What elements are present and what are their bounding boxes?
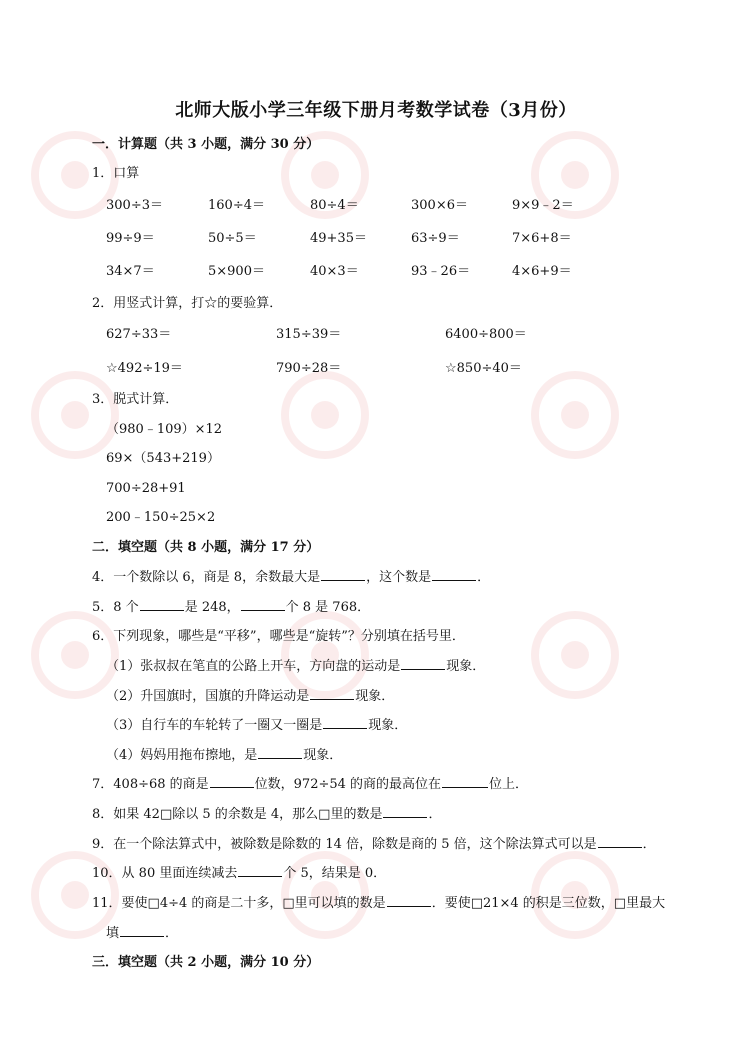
q1-item: 4×6+9＝ <box>512 264 572 279</box>
q1-item: 99÷9＝ <box>106 231 155 246</box>
question-label: 6．下列现象，哪些是“平移”，哪些是“旋转”？分别填在括号里． <box>92 629 465 644</box>
question-8: 8．如果 42□除以 5 的余数是 4，那么□里的数是 ． <box>92 807 442 822</box>
watermark-logo-icon <box>280 370 370 460</box>
question-11: 11．要使□4÷4 的商是二十多，□里可以填的数是 ．要使□21×4 的积是三位数，□里最大 <box>92 896 666 911</box>
q3-item: （980﹣109）×12 <box>106 422 223 437</box>
q1-item: 34×7＝ <box>106 264 155 279</box>
answer-blank[interactable] <box>241 598 285 611</box>
q1-item: 9×9﹣2＝ <box>512 198 574 213</box>
q2-item: 627÷33＝ <box>106 327 172 342</box>
question-11-continued: 填 ． <box>106 926 179 941</box>
answer-blank[interactable] <box>383 805 427 818</box>
q3-item: 69×（543+219） <box>106 451 220 466</box>
question-7: 7．408÷68 的商是 位数，972÷54 的商的最高位在 位上． <box>92 777 529 792</box>
q1-item: 80÷4＝ <box>310 198 359 213</box>
q2-item: 6400÷800＝ <box>445 327 527 342</box>
q6-item: （2）升国旗时，国旗的升降运动是 现象． <box>106 689 395 704</box>
q2-item: ☆492÷19＝ <box>106 361 183 376</box>
answer-blank[interactable] <box>321 568 365 581</box>
answer-blank[interactable] <box>432 568 476 581</box>
answer-blank[interactable] <box>258 746 302 759</box>
q6-item: （3）自行车的车轮转了一圈又一圈是 现象． <box>106 718 408 733</box>
question-9: 9．在一个除法算式中，被除数是除数的 14 倍，除数是商的 5 倍，这个除法算式可以是 ． <box>92 837 656 852</box>
q1-item: 93﹣26＝ <box>411 264 471 279</box>
answer-blank[interactable] <box>401 657 445 670</box>
answer-blank[interactable] <box>140 598 184 611</box>
q3-item: 200﹣150÷25×2 <box>106 510 216 525</box>
q2-item: ☆850÷40＝ <box>445 361 522 376</box>
section-heading: 三．填空题（共 2 小题，满分 10 分） <box>92 955 320 970</box>
section-heading: 一．计算题（共 3 小题，满分 30 分） <box>92 137 320 152</box>
q6-item: （4）妈妈用拖布擦地，是 现象． <box>106 748 343 763</box>
q1-item: 160÷4＝ <box>208 198 265 213</box>
answer-blank[interactable] <box>598 835 642 848</box>
watermark-logo-icon <box>530 610 620 700</box>
q1-item: 5×900＝ <box>208 264 265 279</box>
answer-blank[interactable] <box>210 775 254 788</box>
q1-item: 40×3＝ <box>310 264 359 279</box>
q1-item: 49+35＝ <box>310 231 367 246</box>
question-label: 3．脱式计算． <box>92 392 179 407</box>
watermark-logo-icon <box>30 370 120 460</box>
answer-blank[interactable] <box>238 864 282 877</box>
watermark-logo-icon <box>530 370 620 460</box>
question-10: 10．从 80 里面连续减去 个 5，结果是 0． <box>92 866 387 881</box>
q6-item: （1）张叔叔在笔直的公路上开车，方向盘的运动是 现象． <box>106 659 486 674</box>
q1-item: 63÷9＝ <box>411 231 460 246</box>
question-label: 2．用竖式计算，打☆的要验算． <box>92 296 283 311</box>
question-5: 5．8 个 是 248， 个 8 是 768． <box>92 600 371 615</box>
page-title: 北师大版小学三年级下册月考数学试卷（3月份） <box>175 100 577 121</box>
question-label: 1．口算 <box>92 166 140 181</box>
answer-blank[interactable] <box>120 924 164 937</box>
answer-blank[interactable] <box>323 716 367 729</box>
q2-item: 315÷39＝ <box>276 327 342 342</box>
q1-item: 7×6+8＝ <box>512 231 572 246</box>
answer-blank[interactable] <box>387 894 431 907</box>
q1-item: 300×6＝ <box>411 198 468 213</box>
q2-item: 790÷28＝ <box>276 361 342 376</box>
answer-blank[interactable] <box>442 775 488 788</box>
q1-item: 300÷3＝ <box>106 198 163 213</box>
question-4: 4．一个数除以 6，商是 8，余数最大是 ，这个数是 ． <box>92 570 491 585</box>
section-heading: 二．填空题（共 8 小题，满分 17 分） <box>92 540 320 555</box>
q1-item: 50÷5＝ <box>208 231 257 246</box>
answer-blank[interactable] <box>310 687 354 700</box>
q3-item: 700÷28+91 <box>106 481 186 496</box>
